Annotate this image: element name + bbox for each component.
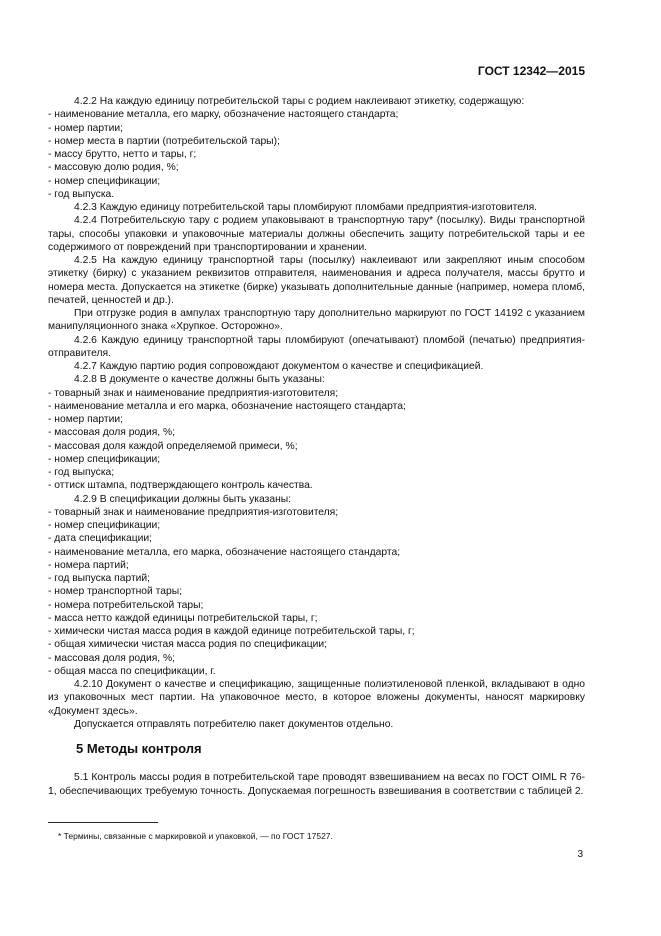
list-item: - год выпуска; (48, 467, 115, 478)
list-item: - масса нетто каждой единицы потребительской тары, г; (48, 612, 318, 624)
section-body (48, 771, 585, 798)
list-item: - товарный знак и наименование предприятия-изготовителя; (48, 506, 339, 518)
page-number: 3 (577, 849, 583, 860)
list-item: - год выпуска. (48, 188, 115, 200)
list-item: - массовая доля каждой определяемой примеси, %; (48, 440, 298, 452)
list-item: - массу брутто, нетто и тары, г; (48, 149, 197, 160)
list-item: - номер спецификации; (48, 520, 161, 531)
footnote: * Термины, связанные с маркировкой и упаковкой, — по ГОСТ 17527. (58, 831, 333, 841)
list-item: - номер спецификации; (48, 453, 161, 465)
paragraph: 5.1 Контроль массы родия в потребительской таре проводят взвешиванием на весах по ГОСТ OIML R 76-1, обеспечивающих требуемую точность. Допускаемая погрешность взвешивания в соответствии с таблицей 2. (48, 772, 585, 797)
list-item: - химически чистая масса родия в каждой единице потребительской тары, г; (48, 626, 415, 637)
list-item: - номера потребительской тары; (48, 599, 204, 611)
list-item: - оттиск штампа, подтверждающего контроль качества. (48, 480, 313, 492)
list-item: - номера партий; (48, 559, 129, 571)
paragraph: Допускается отправлять потребителю пакет документов отдельно. (74, 718, 394, 730)
list-item: - номер партии; (48, 122, 123, 134)
list-item: - массовая доля родия, %; (48, 652, 176, 664)
list-item: - номер транспортной тары; (48, 586, 182, 598)
body-text (48, 95, 585, 731)
list-item: - товарный знак и наименование предприятия-изготовителя; (48, 387, 339, 399)
paragraph: 4.2.7 Каждую партию родия сопровождают документом о качестве и спецификацией. (74, 361, 484, 372)
list-item: - номер партии; (48, 414, 123, 425)
standard-header: ГОСТ 12342—2015 (477, 64, 585, 78)
list-item: - общая химически чистая масса родия по спецификации; (48, 639, 327, 651)
paragraph: 4.2.8 В документе о качестве должны быть указаны: (74, 374, 325, 386)
list-item: - наименование металла, его марка, обозначение настоящего стандарта; (48, 546, 401, 558)
paragraph: При отгрузке родия в ампулах транспортную тару дополнительно маркируют по ГОСТ 14192 с указанием манипуляционного знака «Хрупкое. Осторожно». (48, 308, 585, 333)
list-item: - общая масса по спецификации, г. (48, 665, 216, 677)
paragraph: 4.2.10 Документ о качестве и спецификацию, защищенные полиэтиленовой пленкой, вкладывают в одно из упаковочных мест партии. На упаковочное место, в которое вложены документы, наносят маркировку «Документ здесь». (48, 679, 585, 717)
list-item: - массовую долю родия, %; (48, 162, 179, 174)
paragraph: 4.2.5 На каждую единицу транспортной тары (посылку) наклеивают или закрепляют иным способом этикетку (бирку) с указанием реквизитов отправителя, наименования и адреса получателя, массы брутто и номера места. Допускается на этикетке (бирке) указывать дополнительные данные (например, номера пломб, печатей, ценностей и др.). (48, 255, 585, 306)
list-item: - год выпуска партий; (48, 573, 151, 584)
paragraph: 4.2.6 Каждую единицу транспортной тары пломбируют (опечатывают) пломбой (печатью) предприятия-отправителя. (48, 334, 585, 359)
paragraph: 4.2.4 Потребительскую тару с родием упаковывают в транспортную тару* (посылку). Виды транспортной тары, способы упаковки и упаковочные материалы должны обеспечить защиту потребительской тары и ее содержимого от повреждений при транспортировании и хранении. (48, 215, 585, 253)
list-item: - дата спецификации; (48, 533, 153, 545)
paragraph: 4.2.9 В спецификации должны быть указаны: (74, 493, 292, 505)
list-item: - наименование металла и его марка, обозначение настоящего стандарта; (48, 400, 406, 412)
list-item: - наименование металла, его марку, обозначение настоящего стандарта; (48, 109, 399, 121)
paragraph: 4.2.2 На каждую единицу потребительской тары с родием наклеивают этикетку, содержащую: (74, 96, 525, 107)
list-item: - номер места в партии (потребительской тары); (48, 135, 280, 147)
list-item: - массовая доля родия, %; (48, 427, 176, 439)
section-heading: 5 Методы контроля (76, 741, 202, 756)
paragraph: 4.2.3 Каждую единицу потребительской тары пломбируют пломбами предприятия-изготовителя. (74, 202, 538, 213)
list-item: - номер спецификации; (48, 175, 161, 187)
footnote-divider (48, 822, 158, 823)
